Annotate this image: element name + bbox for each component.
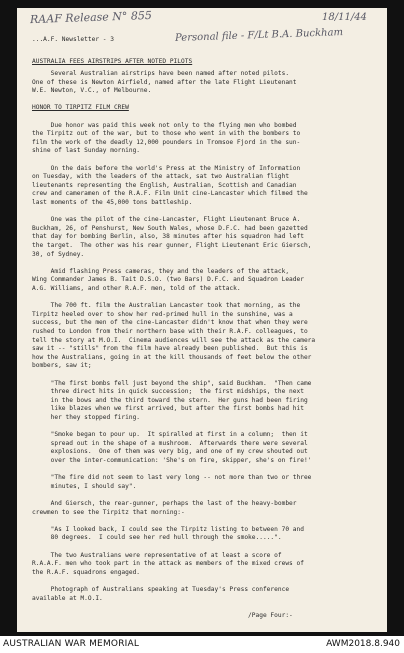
body-line: crewmen to see the Tirpitz that morning:- <box>32 508 185 516</box>
body-line: R.A.A.F. men who took part in the attack as members of the mixed crews of <box>32 560 304 568</box>
body-line: Tirpitz heeled over to show her red-primed hull in the sunshine, was a <box>32 310 293 318</box>
body-line: W.E. Newton, V.C., of Melbourne. <box>32 87 152 95</box>
body-line: The two Australians were representative of at least a score of <box>32 551 282 559</box>
body-line: explosions. One of them was very big, and one of my crew shouted out <box>32 448 308 456</box>
archive-footer <box>0 636 404 653</box>
handwritten-release-number: RAAF Release N° 855 <box>29 8 153 27</box>
body-line: A.G. Williams, and other R.A.F. men, told of the attack. <box>32 285 241 292</box>
archive-name: AUSTRALIAN WAR MEMORIAL <box>3 639 140 649</box>
body-line: over the inter-communication: 'She's on fire, skipper, she's on fire!' <box>32 457 312 464</box>
body-line: on Tuesday, with the leaders of the attack, sat two Australian flight <box>32 173 290 181</box>
body-line: shine of last Sunday morning. <box>32 147 141 155</box>
body-line: success, but the men of the cine-Lancaster didn't know that when they were <box>32 319 308 327</box>
body-line: 80 degrees. I could see her red hull through the smoke.....". <box>32 534 282 542</box>
newsletter-heading: ...A.F. Newsletter - 3 <box>32 36 114 43</box>
body-line: Buckham, 26, of Penshurst, New South Wales, whose D.F.C. had been gazetted <box>32 224 308 232</box>
body-line: Photograph of Australians speaking at Tuesday's Press conference <box>32 586 290 593</box>
body-line: like blazes when we first arrived, but after the first bombs had hit <box>32 405 304 413</box>
body-line: lieutenants representing the English, Australian, Scottish and Canadian <box>32 181 297 189</box>
body-line: "The fire did not seem to last very long -- not more than two or three <box>32 474 312 482</box>
handwritten-date: 18/11/44 <box>322 12 367 23</box>
body-line: 30, of Sydney. <box>32 250 85 258</box>
body-line: how the Australians, going in at the kill thousands of feet below the other <box>32 353 312 361</box>
body-line: "The first bombs fell just beyond the ship", said Buckham. "Then came <box>32 379 312 387</box>
body-line: One of these is Newton Airfield, named after the late Flight Lieutenant <box>32 78 297 86</box>
handwritten-personal-file-note: Personal file - F/Lt B.A. Buckham <box>174 27 344 44</box>
body-line: saw it -- "stills" from the film have already been published. But this is <box>32 345 308 353</box>
body-line: that day for bombing Berlin, also, 38 minutes after his squadron had left <box>32 233 304 241</box>
body-line: three direct hits in quick succession; the first midships, the next <box>32 388 304 396</box>
body-line: "Smoke began to pour up. It spiralled at first in a column; then it <box>32 431 308 439</box>
body-line: crew and cameramen of the R.A.F. Film Unit cine-Lancaster which filmed the <box>32 190 308 198</box>
body-line: bombers, saw it; <box>32 362 92 370</box>
body-line: rushed to London from their northern base with their R.A.F. colleagues, to <box>32 328 308 335</box>
body-line: On the dais before the world's Press at the Ministry of Information <box>32 164 301 172</box>
body-line: the Tirpitz out of the war, but to those who went in with the bombers to <box>32 130 301 138</box>
body-line: "As I looked back, I could see the Tirpitz listing to between 70 and <box>32 525 304 533</box>
body-line: last moments of the 45,000 tons battleship. <box>32 199 193 206</box>
body-line: Amid flashing Press cameras, they and the leaders of the attack, <box>32 267 290 275</box>
body-line: And Giersch, the rear-gunner, perhaps the last of the heavy-bomber <box>32 500 297 507</box>
body-line: available at M.O.I. <box>32 594 103 602</box>
body-line: tell the story at M.O.I. Cinema audiences will see the attack as the camera <box>32 336 316 344</box>
body-line: minutes, I should say". <box>32 482 137 490</box>
section-title-tirpitz: HONOR TO TIRPITZ FILM CREW <box>32 104 129 112</box>
body-line: Due honor was paid this week not only to the flying men who bombed <box>32 121 297 129</box>
body-line: Several Australian airstrips have been named after noted pilots. <box>32 70 290 77</box>
archive-reference: AWM2018.8.940 <box>326 639 400 649</box>
body-line: spread out in the shape of a mushroom. Afterwards there were several <box>32 439 308 447</box>
body-line: the target. The other was his rear gunner, Flight Lieutenant Eric Giersch, <box>32 242 312 249</box>
section-title-airstrips: AUSTRALIA FEES AIRSTRIPS AFTER NOTED PILOTS <box>32 58 193 65</box>
body-line: One was the pilot of the cine-Lancaster, Flight Lieutenant Bruce A. <box>32 216 301 224</box>
body-line: /Page Four:- <box>32 611 293 619</box>
body-line: her they stopped firing. <box>32 414 141 421</box>
body-line: Wing Commander James B. Tait D.S.O. (two Bars) D.F.C. and Squadron Leader <box>32 276 304 284</box>
body-line: The 700 ft. film the Australian Lancaster took that morning, as the <box>32 302 301 310</box>
body-line: the R.A.F. squadrons engaged. <box>32 568 141 576</box>
body-line: in the bows and the third toward the stern. Her guns had been firing <box>32 396 308 404</box>
body-line: film the work of the deadly 12,000 pounders in Tromsoe Fjord in the sun- <box>32 138 301 146</box>
